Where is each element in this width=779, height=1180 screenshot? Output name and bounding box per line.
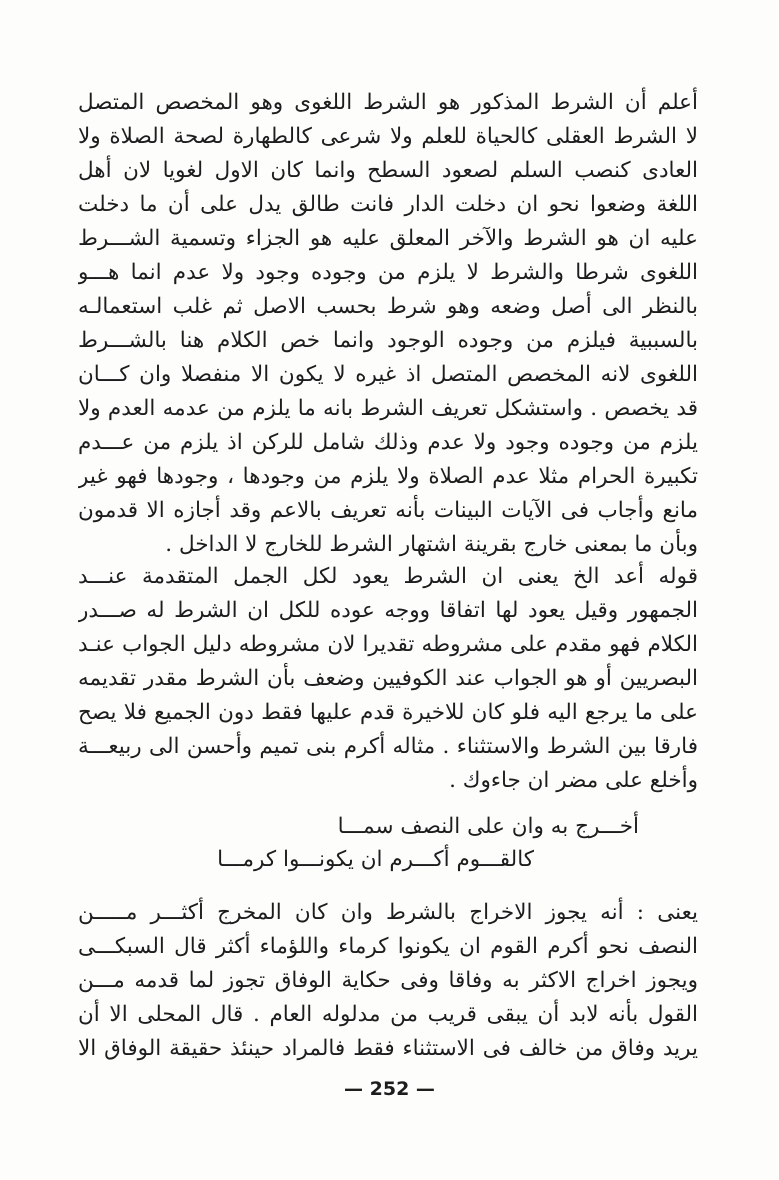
text-line: يعنى : أنه يجوز الاخراج بالشرط وان كان المخرج أكثـــر مـــــن [78,900,698,925]
text-line: ويجوز اخراج الاكثر به وفاقا وفى حكاية الوفاق تجوز لما قدمه مـــن [78,968,698,993]
text-line: قوله أعد الخ يعنى ان الشرط يعود لكل الجمل المتقدمة عنـــد [78,564,698,589]
text-line: مانع وأجاب فى الآيات البينات بأنه تعريف بالاعم وقد أجازه الا قدمون [78,498,698,523]
text-line: تكبيرة الحرام مثلا عدم الصلاة ولا يلزم من وجودها ، وجودها فهو غير [78,464,698,489]
text-line: بالسببية فيلزم من وجوده الوجود وانما خص الكلام هنا بالشـــرط [78,328,698,353]
text-line: فارقا بين الشرط والاستثناء . مثاله أكرم بنى تميم وأحسن الى ربيعـــة [78,734,698,759]
verse-line-first: أخـــرج به وان على النصف سمـــا [337,814,639,839]
text-line: الكلام فهو مقدم على مشروطه تقديرا لان مشروطه دليل الجواب عنـد [78,632,698,657]
text-line: الجمهور وقيل يعود لها اتفاقا ووجه عوده للكل ان الشرط له صـــدر [78,598,698,623]
text-line: بالنظر الى أصل وضعه وهو شرط بحسب الاصل ثم غلب استعمالـه [78,294,698,319]
text-line: اللغة وضعوا نحو ان دخلت الدار فانت طالق يدل على أن ما دخلت [78,192,698,217]
text-line: اللغوى شرطا والشرط لا يلزم من وجوده وجود ولا عدم انما هـــو [78,260,698,285]
page-number: — 252 — [344,1078,435,1100]
text-line: لا الشرط العقلى كالحياة للعلم ولا شرعى كالطهارة لصحة الصلاة ولا [78,124,698,149]
paragraph-verse-explanation [78,896,698,1066]
text-line: يلزم من وجوده وجود ولا عدم وذلك شامل للركن اذ يلزم من عـــدم [78,430,698,455]
text-line: اللغوى لانه المخصص المتصل اذ غيره لا يكون الا منفصلا وان كـــان [78,362,698,387]
text-line: أعلم أن الشرط المذكور هو الشرط اللغوى وهو المخصص المتصل [78,90,698,115]
paragraph-condition-scope [78,560,698,798]
text-line: النصف نحو أكرم القوم ان يكونوا كرماء واللؤماء أكثر قال السبكـــى [78,934,698,959]
text-line: يريد وفاق من خالف فى الاستثناء فقط فالمراد حينئذ حقيقة الوفاق الا [78,1036,698,1061]
paragraph-condition-definition [78,86,698,562]
text-line: وأخلع على مضر ان جاءوك . [449,768,698,793]
text-line: القول بأنه لابد أن يبقى قريب من مدلوله العام . قال المحلى الا أن [78,1002,698,1027]
text-line: العادى كنصب السلم لصعود السطح وانما كان الاول لغويا لان أهل [78,158,698,183]
text-line: عليه ان هو الشرط والآخر المعلق عليه هو الجزاء وتسمية الشـــرط [78,226,698,251]
text-line: البصريين أو هو الجواب عند الكوفيين وضعف بأن الشرط مقدر تقديمه [78,666,698,691]
text-line: وبأن ما بمعنى خارج بقرينة اشتهار الشرط للخارج لا الداخل . [165,532,698,557]
text-line: قد يخصص . واستشكل تعريف الشرط بانه ما يلزم من عدمه العدم ولا [78,396,698,421]
text-line: على ما يرجع اليه فلو كان للاخيرة قدم عليها فقط دون الجميع فلا يصح [78,700,698,725]
verse-line-second: كالقـــوم أكـــرم ان يكونـــوا كرمـــا [217,847,534,872]
